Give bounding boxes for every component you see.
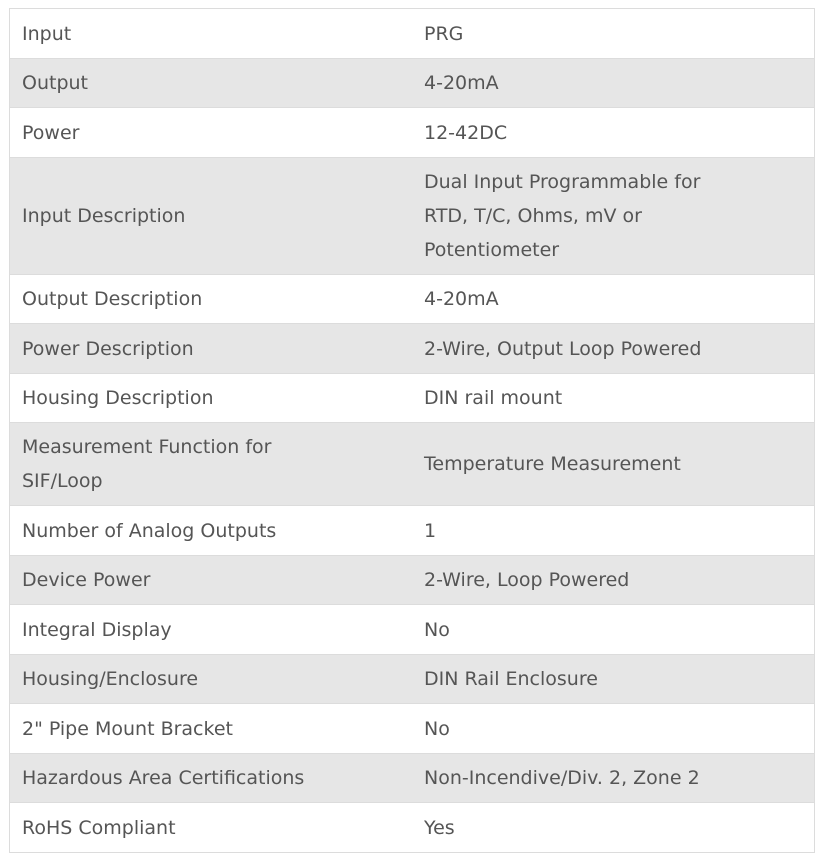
spec-row <box>10 753 815 803</box>
spec-row <box>10 704 815 754</box>
spec-value: Yes <box>424 816 455 839</box>
spec-label-cell <box>10 803 413 853</box>
spec-table-body <box>10 9 815 853</box>
spec-label-cell <box>10 274 413 324</box>
spec-row <box>10 274 815 324</box>
spec-value-cell <box>412 506 815 556</box>
spec-row <box>10 555 815 605</box>
spec-label-cell <box>10 555 413 605</box>
spec-label: Power Description <box>22 337 194 360</box>
spec-value-cell <box>412 654 815 704</box>
spec-label: Device Power <box>22 569 151 591</box>
spec-row <box>10 157 815 274</box>
spec-value-cell <box>412 605 815 655</box>
spec-value: No <box>424 717 450 740</box>
spec-label-cell <box>10 506 413 556</box>
spec-value: Non-Incendive/Div. 2, Zone 2 <box>424 767 700 789</box>
spec-value-cell <box>412 555 815 605</box>
spec-label: 2" Pipe Mount Bracket <box>22 717 233 740</box>
spec-label-cell <box>10 753 413 803</box>
spec-label: Input <box>22 22 72 45</box>
spec-value: 1 <box>424 519 437 542</box>
spec-label: Power <box>22 121 80 144</box>
spec-value-cell <box>412 58 815 108</box>
spec-value-cell <box>412 324 815 374</box>
spec-label: Housing/Enclosure <box>22 668 199 690</box>
spec-value: DIN rail mount <box>424 387 563 409</box>
spec-value-cell <box>412 753 815 803</box>
spec-value-cell <box>412 803 815 853</box>
spec-row <box>10 803 815 853</box>
spec-value: No <box>424 618 450 641</box>
spec-value: Temperature Measurement <box>424 453 681 476</box>
spec-label-cell <box>10 423 413 506</box>
spec-row <box>10 58 815 108</box>
spec-value: DIN Rail Enclosure <box>424 668 598 690</box>
spec-label-cell <box>10 108 413 158</box>
spec-value-cell <box>412 274 815 324</box>
spec-label: Housing Description <box>22 387 214 409</box>
spec-label-cell <box>10 58 413 108</box>
spec-label-cell <box>10 704 413 754</box>
spec-label-cell <box>10 9 413 59</box>
spec-value: 12-42DC <box>424 121 508 144</box>
spec-value-cell <box>412 423 815 506</box>
spec-value-cell <box>412 157 815 274</box>
spec-value: Dual Input Programmable for RTD, T/C, Ohms, mV or Potentiometer <box>424 170 701 261</box>
spec-value: 2-Wire, Loop Powered <box>424 569 630 591</box>
spec-row <box>10 506 815 556</box>
spec-label: Output Description <box>22 288 203 310</box>
spec-row <box>10 108 815 158</box>
spec-label: Integral Display <box>22 618 172 641</box>
spec-row <box>10 423 815 506</box>
product-spec-table <box>9 8 815 853</box>
spec-value-cell <box>412 108 815 158</box>
spec-label-cell <box>10 373 413 423</box>
spec-value: 4-20mA <box>424 288 499 310</box>
spec-value: 2-Wire, Output Loop Powered <box>424 337 702 360</box>
spec-label: Hazardous Area Certifications <box>22 767 305 789</box>
spec-label: Number of Analog Outputs <box>22 519 277 542</box>
spec-row <box>10 605 815 655</box>
spec-value-cell <box>412 704 815 754</box>
spec-label-cell <box>10 605 413 655</box>
spec-label: Measurement Function for SIF/Loop <box>22 436 272 492</box>
spec-value: PRG <box>424 22 464 45</box>
spec-row <box>10 654 815 704</box>
spec-label-cell <box>10 324 413 374</box>
spec-label: Input Description <box>22 204 186 227</box>
spec-label: Output <box>22 72 88 94</box>
spec-value-cell <box>412 373 815 423</box>
spec-row <box>10 373 815 423</box>
spec-label-cell <box>10 654 413 704</box>
spec-value: 4-20mA <box>424 72 499 94</box>
spec-label: RoHS Compliant <box>22 816 176 839</box>
spec-value-cell <box>412 9 815 59</box>
spec-row <box>10 324 815 374</box>
spec-row <box>10 9 815 59</box>
spec-label-cell <box>10 157 413 274</box>
